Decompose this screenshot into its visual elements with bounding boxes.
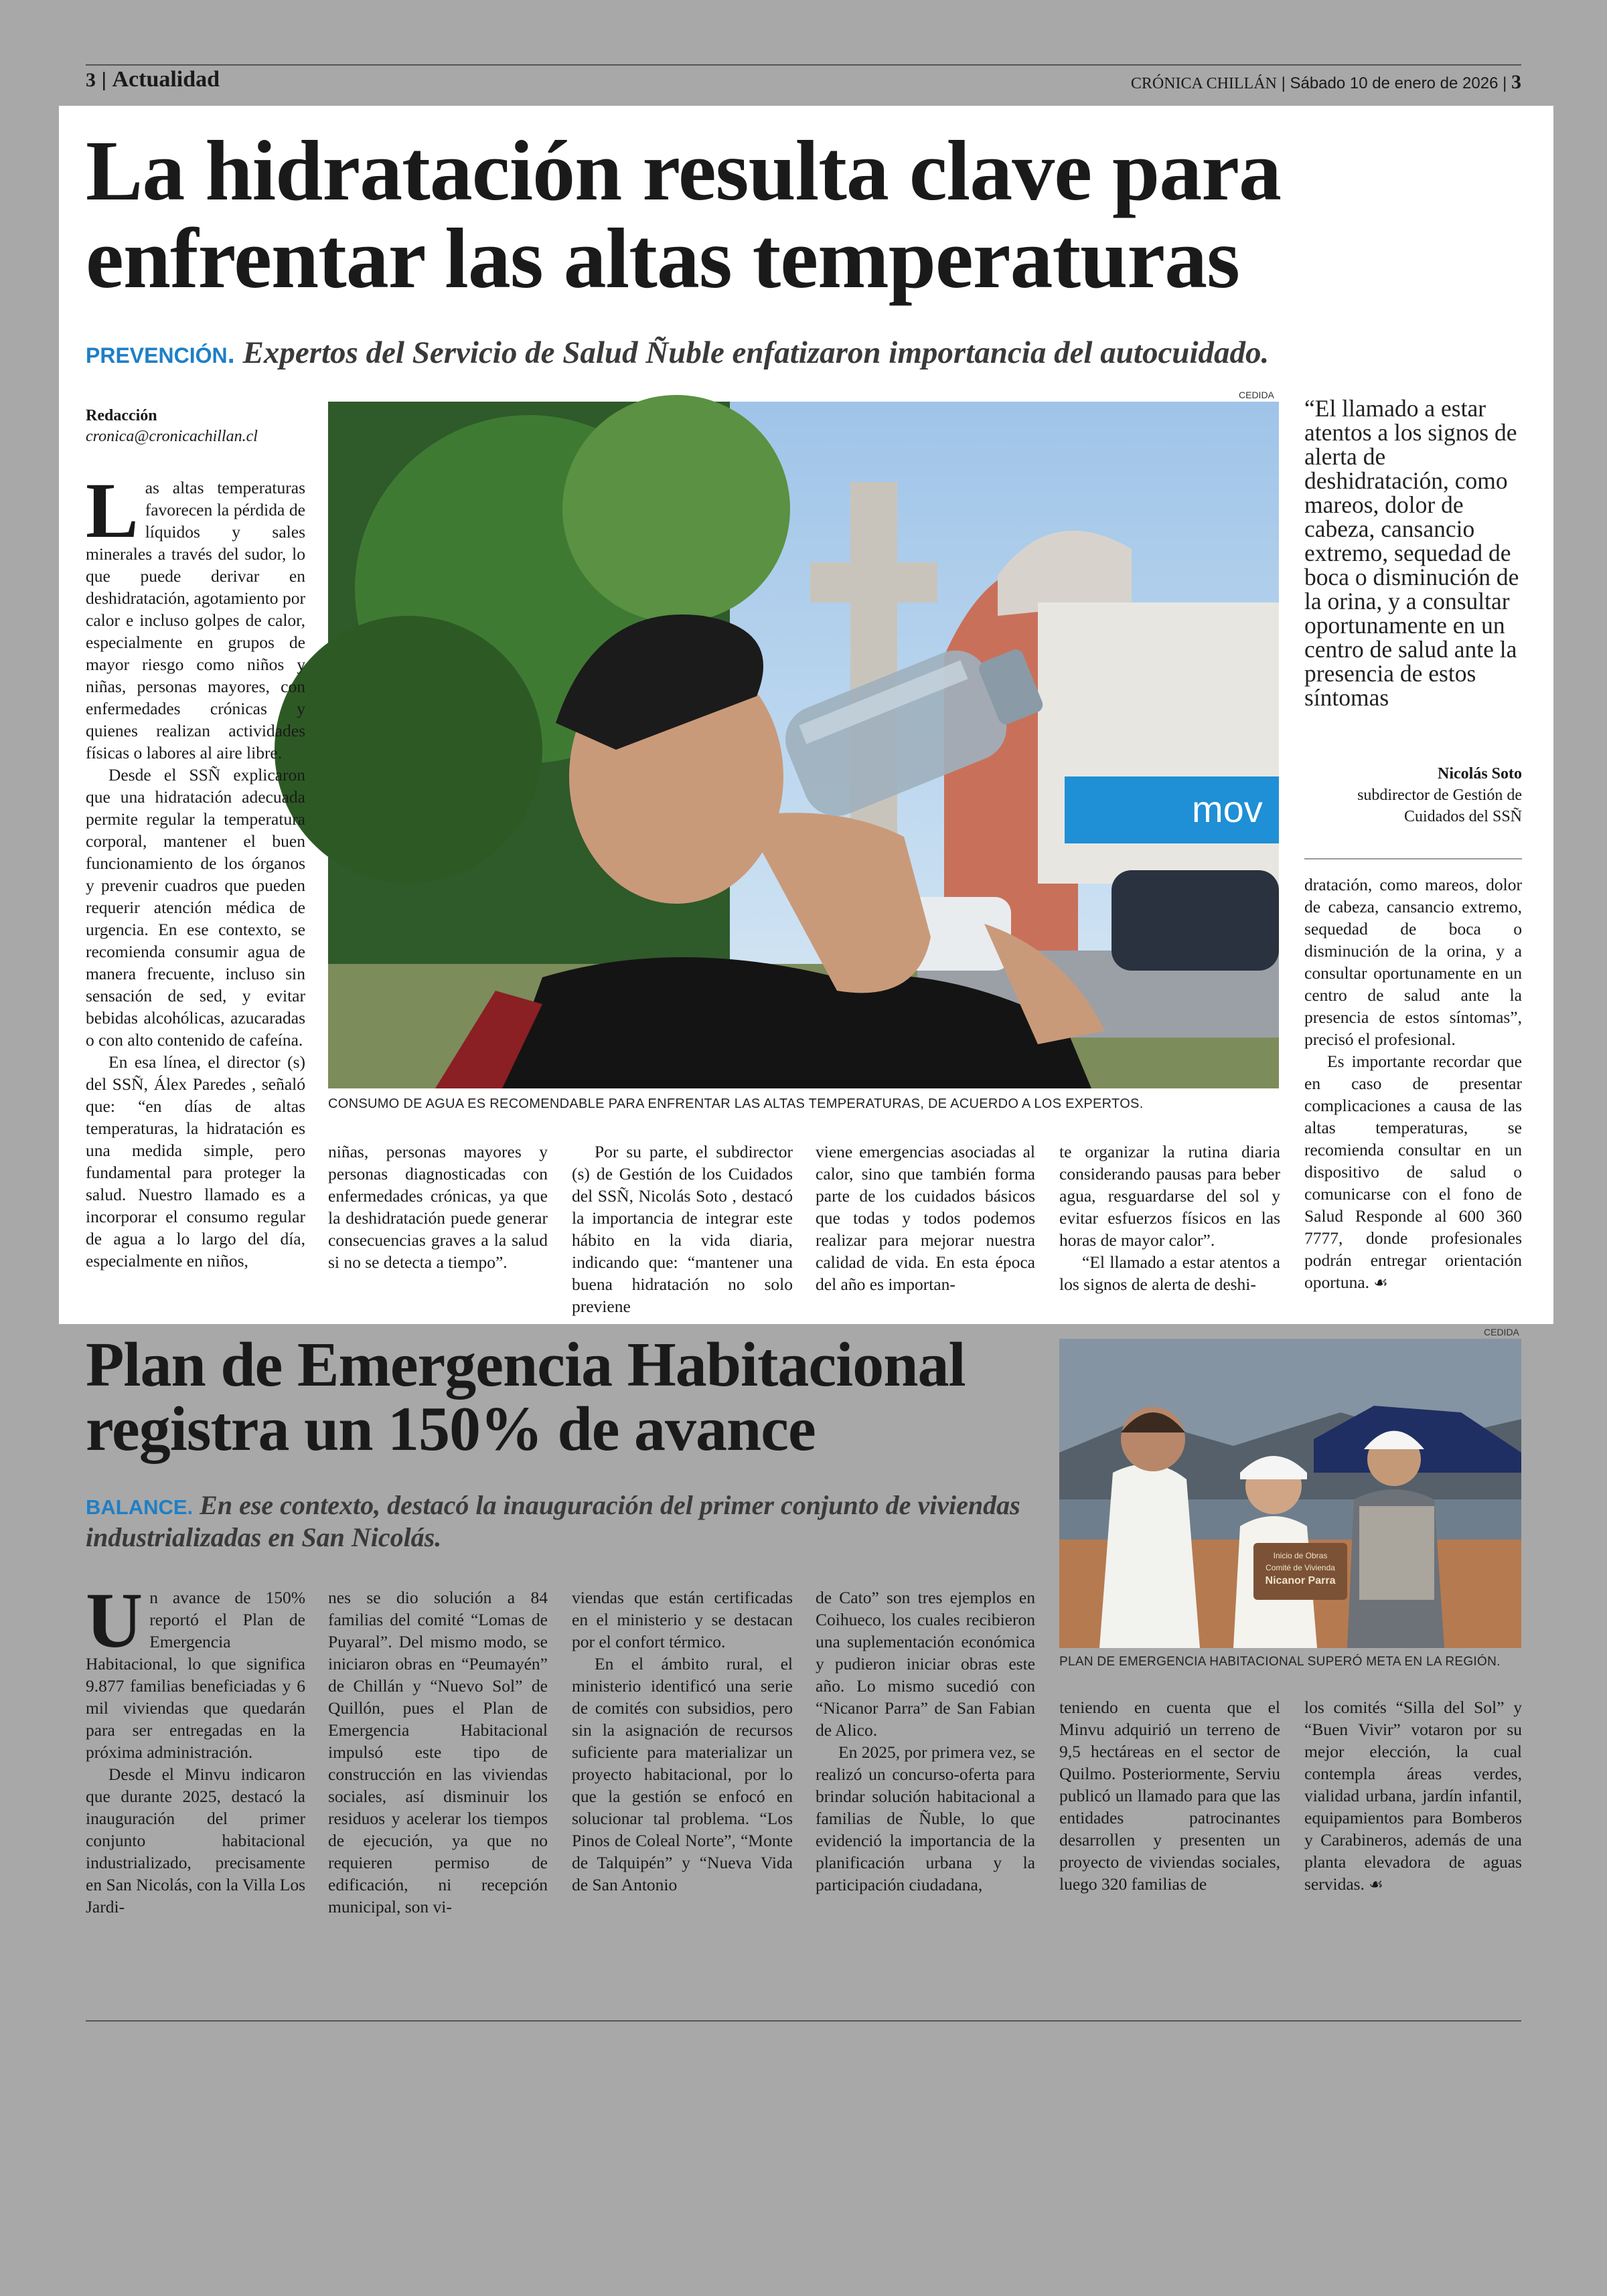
article2-kicker: BALANCE. bbox=[86, 1495, 194, 1519]
article1-subtitle: Expertos del Servicio de Salud Ñuble enfatizaron importancia del autocuidado. bbox=[242, 335, 1270, 370]
article2-column-5 bbox=[1059, 1696, 1280, 1910]
article1-paragraph: niñas, personas mayores y personas diagnosticadas con enfermedades crónicas, ya que la deshidratación puede generar consecuencias graves a la salud si no se detecta a tiempo”. bbox=[328, 1142, 548, 1272]
page-number-left: 3 bbox=[86, 69, 96, 91]
page-number-right: 3 bbox=[1511, 71, 1521, 93]
page-header-right: CRÓNICA CHILLÁN | Sábado 10 de enero de 2026 | 3 bbox=[1130, 71, 1521, 93]
article1-paragraph: as altas temperaturas favorecen la pérdida de líquidos y sales minerales a través del sudor, lo que puede derivar en deshidratación, agotamiento por calor e incluso golpes de calor, especialmente en grupos de mayor riesgo como niños y niñas, personas mayores, con enfermedades crónicas y quienes realizan actividades físicas o labores al aire libre. bbox=[86, 478, 305, 762]
article2-paragraph: Desde el Minvu indicaron que durante 2025, destacó la inauguración del primer conjunto habitacional industrializado, precisamente en San Nicolás, con la Villa Los Jardi- bbox=[86, 1765, 305, 1916]
article2-final-paragraph: los comités “Silla del Sol” y “Buen Vivir” votaron por su mejor elección, la cual contempla áreas verdes, vialidad urbana, jardín infantil, equipamientos para Bomberos y Carabineros, además de una planta elevadora de aguas servidas. bbox=[1304, 1698, 1522, 1894]
article1-paragraph: En esa línea, el director (s) del SSÑ, Álex Paredes , señaló que: “en días de altas temperaturas, la hidratación es una medida simple, pero fundamental para proteger la salud. Nuestro llamado es a incorporar el consumo regular de agua a lo largo del día, especialmente en niños, bbox=[86, 1052, 305, 1270]
article2-column-1 bbox=[86, 1576, 305, 1916]
article1-deck bbox=[86, 335, 1269, 371]
header-top-rule bbox=[86, 64, 1521, 66]
housing-ceremony-photo bbox=[1059, 1339, 1521, 1648]
article1-paragraph: dratación, como mareos, dolor de cabeza, cansancio extremo, sequedad de boca o disminución de la orina, y a consultar oportunamente en un centro de salud ante la presencia de estos síntomas”, precisó el profesional. bbox=[1304, 875, 1522, 1049]
article1-photo-credit: CEDIDA bbox=[1239, 390, 1274, 400]
article2-subtitle: En ese contexto, destacó la inauguración del primer conjunto de viviendas industrializadas en San Nicolás. bbox=[86, 1490, 1020, 1552]
article2-headline bbox=[86, 1330, 1057, 1464]
article1-kicker: PREVENCIÓN bbox=[86, 343, 228, 367]
article1-headline-line2: enfrentar las altas temperaturas bbox=[86, 210, 1239, 306]
section-name: Actualidad bbox=[112, 67, 220, 92]
plaque-line-3: Nicanor Parra bbox=[1265, 1575, 1336, 1586]
article1-final-paragraph: Es importante recordar que en caso de presentar complicaciones a causa de las altas temperaturas, se recomienda consultar en un dispositivo de salud o comunicarse con el fono de Salud Responde al 600 360 7777, donde profesionales podrán entregar orientación oportuna. bbox=[1304, 1052, 1522, 1292]
article1-byline bbox=[86, 407, 258, 446]
plaque-line-1: Inicio de Obras bbox=[1273, 1551, 1328, 1560]
article2-paragraph: En el ámbito rural, el ministerio identificó una serie de comités con subsidios, pero sin la asignación de recursos suficiente para materializar un proyecto habitacional, por lo que la gestión se enfocó en solucionar tal problema. “Los Pinos de Coleal Norte”, “Monte de Talquipén” y “Nueva Vida de San Antonio bbox=[572, 1654, 793, 1894]
article2-paragraph: viendas que están certificadas en el ministerio y se destacan por el confort térmico. bbox=[572, 1588, 793, 1651]
issue-date: Sábado 10 de enero de 2026 bbox=[1290, 74, 1499, 92]
end-of-article-icon: ☙ bbox=[1373, 1275, 1388, 1292]
store-sign-text: mov bbox=[1192, 788, 1263, 830]
article1-column-1 bbox=[86, 467, 305, 1299]
article1-photo bbox=[328, 402, 1279, 1088]
article2-paragraph: de Cato” son tres ejemplos en Coihueco, los cuales recibieron una suplementación económica y pudieron iniciar obras este año. Lo mismo sucedió con “Nicanor Parra” de San Fabian de Alico. bbox=[816, 1588, 1035, 1740]
article2-headline-line2: registra un 150% de avance bbox=[86, 1394, 816, 1464]
article1-column-4 bbox=[816, 1141, 1035, 1301]
end-of-article-icon: ☙ bbox=[1369, 1876, 1383, 1894]
pull-quote bbox=[1304, 396, 1525, 710]
quote-author-role: subdirector de Gestión de Cuidados del SSÑ bbox=[1357, 787, 1522, 825]
article2-column-4 bbox=[816, 1586, 1035, 1908]
article1-paragraph bbox=[1304, 1050, 1522, 1295]
article1-column-3 bbox=[572, 1141, 793, 1316]
article2-column-3 bbox=[572, 1586, 793, 1908]
article2-photo-credit: CEDIDA bbox=[1484, 1327, 1519, 1337]
drinking-water-photo bbox=[328, 402, 1279, 1088]
quote-author-name: Nicolás Soto bbox=[1438, 765, 1522, 783]
newspaper-name: CRÓNICA CHILLÁN bbox=[1130, 75, 1277, 92]
article2-paragraph: nes se dio solución a 84 familias del comité “Lomas de Puyaral”. Del mismo modo, se iniciaron obras en “Peumayén” de Chillán y “Nuevo Sol” de Quillón, pues el Plan de Emergencia Habitacional impulsó este tipo de construcción en las viviendas sociales, así disminuir los residuos y acelerar los tiempos de ejecución, ya que no requieren permiso de edificación, ni recepción municipal, son vi- bbox=[328, 1588, 548, 1916]
page-bottom-rule bbox=[86, 2020, 1521, 2022]
article2-column-6 bbox=[1304, 1696, 1522, 1910]
article1-paragraph: Por su parte, el subdirector (s) de Gestión de los Cuidados del SSÑ, Nicolás Soto , destacó la importancia de integrar este hábito en la vida diaria, indicando que: “mantener una buena hidratación no solo previene bbox=[572, 1142, 793, 1316]
article1-headline-line1: La hidratación resulta clave para bbox=[86, 123, 1281, 218]
pull-quote-text: “El llamado a estar atentos a los signos de alerta de deshidratación, como mareos, dolor de cabeza, cansancio extremo, sequedad de boca o disminución de la orina, y a consultar oportunamente en un centro de salud ante la presencia de estos síntomas bbox=[1304, 395, 1519, 711]
plaque-line-2: Comité de Vivienda bbox=[1266, 1563, 1335, 1572]
article1-photo-caption: CONSUMO DE AGUA ES RECOMENDABLE PARA ENFRENTAR LAS ALTAS TEMPERATURAS, DE ACUERDO A LOS EXPERTOS. bbox=[328, 1096, 1144, 1111]
article1-column-2 bbox=[328, 1141, 548, 1301]
quote-separator bbox=[1304, 858, 1522, 859]
author-name: Redacción bbox=[86, 407, 157, 424]
article1-column-5 bbox=[1059, 1141, 1280, 1301]
article2-paragraph: teniendo en cuenta que el Minvu adquirió un terreno de 9,5 hectáreas en el sector de Quilmo. Posteriormente, Serviu publicó un llamado para que las entidades patrocinantes desarrollen y presenten un proyecto de viviendas sociales, luego 320 familias de bbox=[1059, 1698, 1280, 1894]
article2-paragraph bbox=[1304, 1696, 1522, 1896]
article2-photo bbox=[1059, 1339, 1521, 1648]
article1-paragraph: viene emergencias asociadas al calor, sino que también forma parte de los cuidados básicos que todas y todos podemos realizar para mejorar nuestra calidad de vida. En esta época del año es importan- bbox=[816, 1142, 1035, 1294]
article2-deck bbox=[86, 1490, 1023, 1552]
article2-paragraph: n avance de 150% reportó el Plan de Emergencia Habitacional, lo que significa 9.877 familias beneficiadas y 6 mil viviendas que quedarán para ser entregadas en la próxima administración. bbox=[86, 1588, 305, 1762]
article1-paragraph: “El llamado a estar atentos a los signos de alerta de deshi- bbox=[1059, 1252, 1280, 1294]
author-email: cronica@cronicachillan.cl bbox=[86, 428, 258, 445]
quote-attribution bbox=[1304, 763, 1522, 827]
page-header-left: 3 | Actualidad bbox=[86, 67, 220, 92]
article1-dropcap: L bbox=[86, 467, 139, 554]
article1-paragraph: Desde el SSÑ explicaron que una hidratación adecuada permite regular la temperatura corporal, mantener el buen funcionamiento de los órganos y prevenir cuadros que pueden requerir atención médica de urgencia. En ese contexto, se recomienda consumir agua de manera frecuente, incluso sin sensación de sed, y evitar bebidas alcohólicas, azucaradas o con alto contenido de cafeína. bbox=[86, 765, 305, 1050]
article2-dropcap: U bbox=[86, 1576, 143, 1664]
article1-kicker-dot: . bbox=[227, 339, 235, 369]
article1-column-6 bbox=[1304, 874, 1522, 1302]
article2-column-2 bbox=[328, 1586, 548, 1916]
article2-paragraph: En 2025, por primera vez, se realizó un concurso-oferta para brindar solución habitacional a familias de Ñuble, lo que evidenció la importancia de la planificación urbana y la participación ciudadana, bbox=[816, 1742, 1035, 1894]
article2-photo-caption: PLAN DE EMERGENCIA HABITACIONAL SUPERÓ META EN LA REGIÓN. bbox=[1059, 1655, 1501, 1669]
article2-headline-line1: Plan de Emergencia Habitacional bbox=[86, 1330, 966, 1400]
article1-paragraph: te organizar la rutina diaria considerando pausas para beber agua, resguardarse del sol y evitar esfuerzos físicos en las horas de mayor calor”. bbox=[1059, 1142, 1280, 1250]
article1-headline bbox=[86, 123, 1532, 306]
